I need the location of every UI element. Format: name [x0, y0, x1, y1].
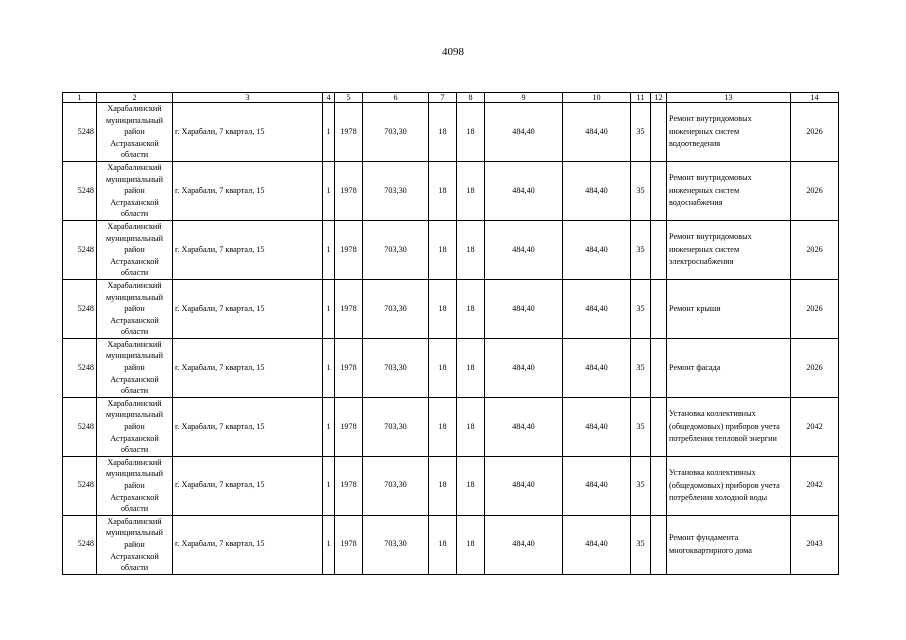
cell-col8: 18 — [457, 338, 485, 397]
table-row — [63, 397, 839, 456]
cell-work-type-line: потребления холодной воды — [669, 493, 768, 503]
cell-district-line: области — [120, 504, 149, 514]
column-header-10: 10 — [563, 93, 631, 103]
cell-district-line: район — [124, 539, 145, 549]
cell-district-line: муниципальный — [106, 174, 163, 184]
cell-district-line: области — [120, 327, 149, 337]
cell-work-type-line: Ремонт крыши — [669, 303, 721, 313]
cell-col4: 1 — [323, 515, 335, 574]
cell-col6: 703,30 — [363, 397, 429, 456]
cell-district-line: области — [120, 563, 149, 573]
cell-col12 — [651, 161, 667, 220]
column-header-1: 1 — [63, 93, 97, 103]
cell-district-line: район — [124, 363, 145, 373]
cell-number: 5248 — [63, 515, 97, 574]
cell-work-type-line: водоотведения — [669, 139, 721, 149]
cell-work-type-line: Ремонт фундамента — [669, 533, 739, 543]
cell-district-line: Астраханской — [110, 256, 159, 266]
cell-col7: 18 — [429, 397, 457, 456]
cell-district-line: области — [120, 268, 149, 278]
cell-col9: 484,40 — [485, 397, 563, 456]
cell-work-type-line: инженерных систем — [669, 126, 740, 136]
cell-col7: 18 — [429, 220, 457, 279]
cell-number: 5248 — [63, 338, 97, 397]
cell-work-type-line: электроснабжения — [669, 257, 734, 267]
cell-address: г. Харабали, 7 квартал, 15 — [173, 103, 323, 162]
column-header-11: 11 — [631, 93, 651, 103]
cell-work-type-line: Ремонт внутридомовых — [669, 232, 752, 242]
cell-district-line: Астраханской — [110, 374, 159, 384]
cell-work-type-line: (общедомовых) приборов учета — [669, 480, 780, 490]
cell-work-type — [667, 456, 791, 515]
cell-work-type-line: Установка коллективных — [669, 409, 756, 419]
cell-district — [97, 220, 173, 279]
cell-district-line: области — [120, 445, 149, 455]
cell-work-type — [667, 103, 791, 162]
cell-district — [97, 103, 173, 162]
cell-district-line: район — [124, 186, 145, 196]
cell-work-type — [667, 515, 791, 574]
cell-col8: 18 — [457, 161, 485, 220]
cell-col7: 18 — [429, 338, 457, 397]
cell-address: г. Харабали, 7 квартал, 15 — [173, 456, 323, 515]
cell-work-type — [667, 220, 791, 279]
table-row — [63, 456, 839, 515]
cell-district-line: Харабалинский — [107, 162, 162, 172]
cell-district — [97, 456, 173, 515]
table-row — [63, 220, 839, 279]
cell-district — [97, 338, 173, 397]
cell-col10: 484,40 — [563, 161, 631, 220]
cell-year-built: 1978 — [335, 456, 363, 515]
cell-col4: 1 — [323, 161, 335, 220]
table-row — [63, 161, 839, 220]
cell-work-type-line: многоквартирного дома — [669, 545, 752, 555]
cell-col8: 18 — [457, 456, 485, 515]
cell-district-line: Харабалинский — [107, 339, 162, 349]
table-row — [63, 103, 839, 162]
cell-work-type-line: водоснабжения — [669, 198, 723, 208]
cell-col9: 484,40 — [485, 220, 563, 279]
cell-col9: 484,40 — [485, 456, 563, 515]
table-row — [63, 279, 839, 338]
cell-address: г. Харабали, 7 квартал, 15 — [173, 338, 323, 397]
cell-col6: 703,30 — [363, 338, 429, 397]
cell-col11: 35 — [631, 456, 651, 515]
cell-col10: 484,40 — [563, 338, 631, 397]
cell-district-line: муниципальный — [106, 292, 163, 302]
capital-repair-table — [62, 92, 839, 575]
cell-col6: 703,30 — [363, 456, 429, 515]
column-header-13: 13 — [667, 93, 791, 103]
cell-col4: 1 — [323, 220, 335, 279]
cell-district-line: район — [124, 245, 145, 255]
cell-district-line: район — [124, 481, 145, 490]
cell-district-line: район — [124, 304, 145, 314]
cell-col10: 484,40 — [563, 220, 631, 279]
cell-work-type — [667, 338, 791, 397]
cell-col10: 484,40 — [563, 279, 631, 338]
cell-col4: 1 — [323, 338, 335, 397]
cell-address: г. Харабали, 7 квартал, 15 — [173, 161, 323, 220]
cell-col9: 484,40 — [485, 103, 563, 162]
cell-col6: 703,30 — [363, 279, 429, 338]
cell-col7: 18 — [429, 515, 457, 574]
cell-district-line: муниципальный — [106, 115, 163, 125]
page-number: 4098 — [442, 46, 464, 58]
cell-col11: 35 — [631, 161, 651, 220]
cell-district-line: Харабалинский — [107, 221, 162, 231]
cell-district-line: район — [124, 422, 145, 432]
cell-col4: 1 — [323, 103, 335, 162]
cell-district-line: Харабалинский — [107, 457, 162, 467]
cell-col9: 484,40 — [485, 161, 563, 220]
cell-district-line: Астраханской — [110, 197, 159, 207]
cell-planned-year: 2026 — [791, 338, 839, 397]
cell-work-type-line: (общедомовых) приборов учета — [669, 421, 780, 431]
column-header-4: 4 — [323, 93, 335, 103]
cell-year-built: 1978 — [335, 220, 363, 279]
cell-district-line: Харабалинский — [107, 398, 162, 408]
cell-address: г. Харабали, 7 квартал, 15 — [173, 515, 323, 574]
cell-col12 — [651, 515, 667, 574]
cell-work-type-line: Установка коллективных — [669, 468, 756, 478]
cell-work-type — [667, 397, 791, 456]
cell-col8: 18 — [457, 220, 485, 279]
cell-col12 — [651, 397, 667, 456]
cell-number: 5248 — [63, 220, 97, 279]
column-header-6: 6 — [363, 93, 429, 103]
cell-planned-year: 2042 — [791, 397, 839, 456]
cell-district — [97, 279, 173, 338]
cell-year-built: 1978 — [335, 397, 363, 456]
cell-number: 5248 — [63, 161, 97, 220]
column-header-8: 8 — [457, 93, 485, 103]
cell-year-built: 1978 — [335, 279, 363, 338]
column-number-header-row — [63, 93, 839, 103]
cell-col11: 35 — [631, 279, 651, 338]
cell-district-line: области — [120, 209, 149, 219]
table-row — [63, 515, 839, 574]
cell-col9: 484,40 — [485, 515, 563, 574]
cell-col8: 18 — [457, 103, 485, 162]
cell-district-line: муниципальный — [106, 410, 163, 420]
cell-district-line: Харабалинский — [107, 516, 162, 526]
cell-district — [97, 515, 173, 574]
cell-number: 5248 — [63, 103, 97, 162]
column-header-3: 3 — [173, 93, 323, 103]
cell-number: 5248 — [63, 456, 97, 515]
cell-col8: 18 — [457, 279, 485, 338]
cell-col8: 18 — [457, 515, 485, 574]
cell-district — [97, 397, 173, 456]
cell-planned-year: 2026 — [791, 220, 839, 279]
cell-col7: 18 — [429, 279, 457, 338]
cell-col12 — [651, 220, 667, 279]
cell-district-line: Астраханской — [110, 551, 159, 561]
cell-col9: 484,40 — [485, 338, 563, 397]
cell-district-line: муниципальный — [106, 233, 163, 243]
cell-col6: 703,30 — [363, 103, 429, 162]
cell-col12 — [651, 338, 667, 397]
cell-address: г. Харабали, 7 квартал, 15 — [173, 220, 323, 279]
cell-district-line: области — [120, 150, 149, 160]
table-body — [63, 103, 839, 575]
cell-planned-year: 2026 — [791, 161, 839, 220]
cell-col12 — [651, 279, 667, 338]
cell-col10: 484,40 — [563, 103, 631, 162]
cell-number: 5248 — [63, 279, 97, 338]
cell-work-type — [667, 161, 791, 220]
cell-district-line: Астраханской — [110, 315, 159, 325]
cell-district — [97, 161, 173, 220]
cell-work-type-line: инженерных систем — [669, 185, 740, 195]
cell-work-type-line: Ремонт внутридомовых — [669, 114, 752, 124]
cell-col7: 18 — [429, 161, 457, 220]
cell-col11: 35 — [631, 338, 651, 397]
cell-year-built: 1978 — [335, 103, 363, 162]
cell-year-built: 1978 — [335, 161, 363, 220]
column-header-7: 7 — [429, 93, 457, 103]
cell-col12 — [651, 103, 667, 162]
cell-district-line: район — [124, 127, 145, 137]
cell-district-line: области — [120, 386, 149, 396]
cell-col4: 1 — [323, 279, 335, 338]
column-header-2: 2 — [97, 93, 173, 103]
cell-planned-year: 2026 — [791, 279, 839, 338]
cell-work-type-line: Ремонт внутридомовых — [669, 173, 752, 183]
cell-col11: 35 — [631, 397, 651, 456]
cell-work-type-line: инженерных систем — [669, 244, 740, 254]
cell-col10: 484,40 — [563, 515, 631, 574]
cell-planned-year: 2043 — [791, 515, 839, 574]
column-header-9: 9 — [485, 93, 563, 103]
cell-work-type-line: Ремонт фасада — [669, 362, 721, 372]
cell-district-line: Астраханской — [110, 492, 159, 502]
cell-district-line: муниципальный — [106, 351, 163, 361]
cell-planned-year: 2026 — [791, 103, 839, 162]
cell-year-built: 1978 — [335, 515, 363, 574]
cell-col6: 703,30 — [363, 161, 429, 220]
cell-district-line: Харабалинский — [107, 280, 162, 290]
cell-col4: 1 — [323, 456, 335, 515]
column-header-12: 12 — [651, 93, 667, 103]
cell-col7: 18 — [429, 456, 457, 515]
cell-number: 5248 — [63, 397, 97, 456]
cell-work-type — [667, 279, 791, 338]
cell-col9: 484,40 — [485, 279, 563, 338]
cell-district-line: Астраханской — [110, 433, 159, 443]
cell-col12 — [651, 456, 667, 515]
cell-planned-year: 2042 — [791, 456, 839, 515]
cell-col6: 703,30 — [363, 220, 429, 279]
cell-col10: 484,40 — [563, 456, 631, 515]
cell-col8: 18 — [457, 397, 485, 456]
cell-district-line: муниципальный — [106, 469, 163, 479]
cell-year-built: 1978 — [335, 338, 363, 397]
cell-district-line: муниципальный — [106, 528, 163, 538]
cell-address: г. Харабали, 7 квартал, 15 — [173, 397, 323, 456]
column-header-14: 14 — [791, 93, 839, 103]
cell-address: г. Харабали, 7 квартал, 15 — [173, 279, 323, 338]
cell-district-line: Харабалинский — [107, 104, 162, 113]
cell-district-line: Астраханской — [110, 138, 159, 148]
cell-col11: 35 — [631, 103, 651, 162]
cell-col11: 35 — [631, 220, 651, 279]
column-header-5: 5 — [335, 93, 363, 103]
cell-work-type-line: потребления тепловой энергии — [669, 434, 777, 444]
cell-col6: 703,30 — [363, 515, 429, 574]
table-row — [63, 338, 839, 397]
cell-col7: 18 — [429, 103, 457, 162]
cell-col10: 484,40 — [563, 397, 631, 456]
cell-col4: 1 — [323, 397, 335, 456]
cell-col11: 35 — [631, 515, 651, 574]
